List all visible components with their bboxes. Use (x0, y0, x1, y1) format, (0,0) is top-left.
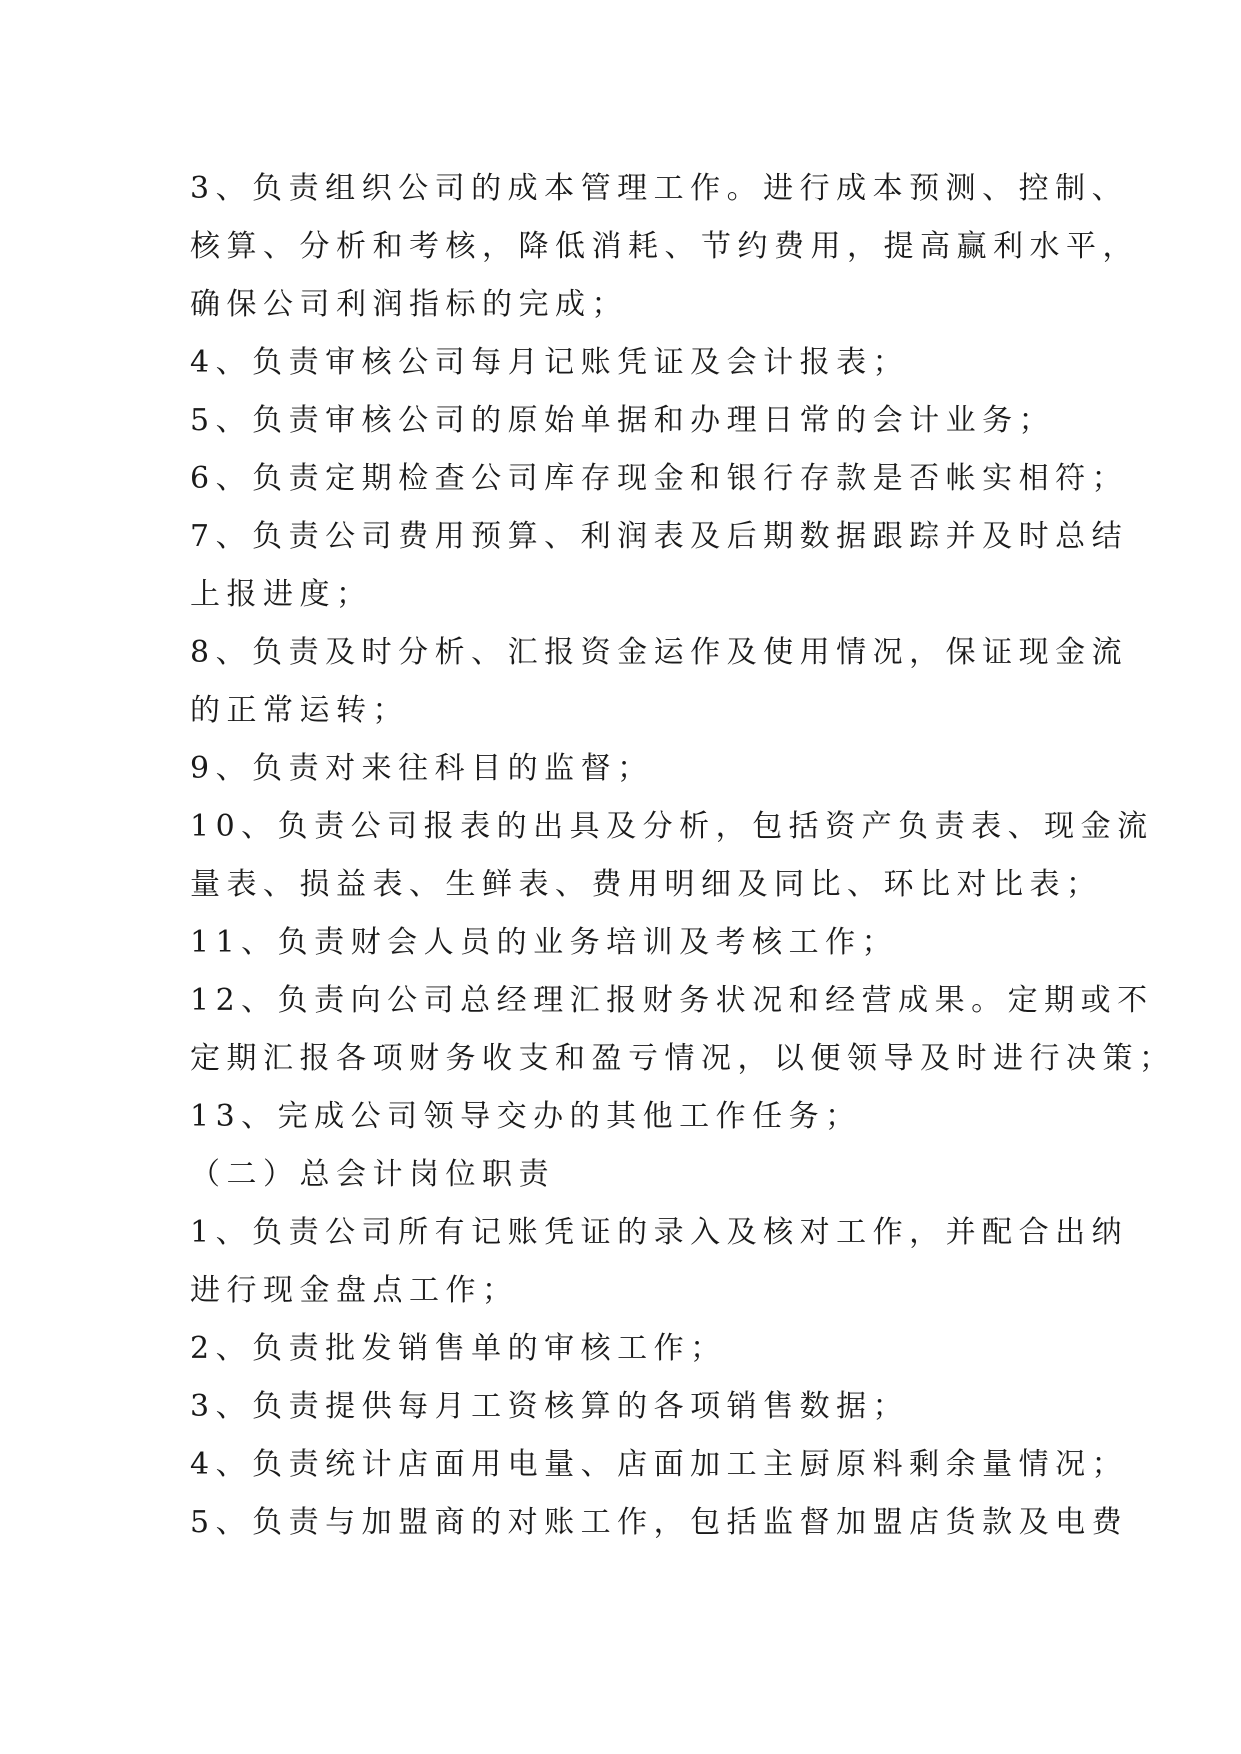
section-heading: （二）总会计岗位职责 (190, 1157, 555, 1192)
text-line: 量表、损益表、生鲜表、费用明细及同比、环比对比表； (190, 867, 1103, 902)
text-line: 10、负责公司报表的出具及分析，包括资产负责表、现金流 (190, 809, 1154, 844)
text-line: 上报进度； (190, 577, 373, 612)
text-line: 4、负责统计店面用电量、店面加工主厨原料剩余量情况； (190, 1447, 1129, 1482)
text-line: 进行现金盘点工作； (190, 1273, 519, 1308)
text-line: 3、负责提供每月工资核算的各项销售数据； (190, 1389, 910, 1424)
text-line: 3、负责组织公司的成本管理工作。进行成本预测、控制、 (190, 171, 1129, 206)
text-line: 13、完成公司领导交办的其他工作任务； (190, 1099, 862, 1134)
text-line: 9、负责对来往科目的监督； (190, 751, 654, 786)
text-line: 2、负责批发销售单的审核工作； (190, 1331, 727, 1366)
text-line: 8、负责及时分析、汇报资金运作及使用情况，保证现金流 (190, 635, 1129, 670)
text-line: 的正常运转； (190, 693, 409, 728)
text-line: 定期汇报各项财务收支和盈亏情况，以便领导及时进行决策； (190, 1041, 1176, 1076)
text-line: 5、负责与加盟商的对账工作，包括监督加盟店货款及电费 (190, 1505, 1129, 1540)
text-line: 7、负责公司费用预算、利润表及后期数据跟踪并及时总结 (190, 519, 1129, 554)
text-line: 11、负责财会人员的业务培训及考核工作； (190, 925, 899, 960)
text-line: 12、负责向公司总经理汇报财务状况和经营成果。定期或不 (190, 983, 1154, 1018)
document-body (190, 160, 1176, 1552)
text-line: 核算、分析和考核，降低消耗、节约费用，提高赢利水平， (190, 229, 1139, 264)
text-line: 确保公司利润指标的完成； (190, 287, 628, 322)
text-line: 5、负责审核公司的原始单据和办理日常的会计业务； (190, 403, 1056, 438)
text-line: 1、负责公司所有记账凭证的录入及核对工作，并配合出纳 (190, 1215, 1129, 1250)
text-line: 6、负责定期检查公司库存现金和银行存款是否帐实相符； (190, 461, 1129, 496)
text-line: 4、负责审核公司每月记账凭证及会计报表； (190, 345, 910, 380)
